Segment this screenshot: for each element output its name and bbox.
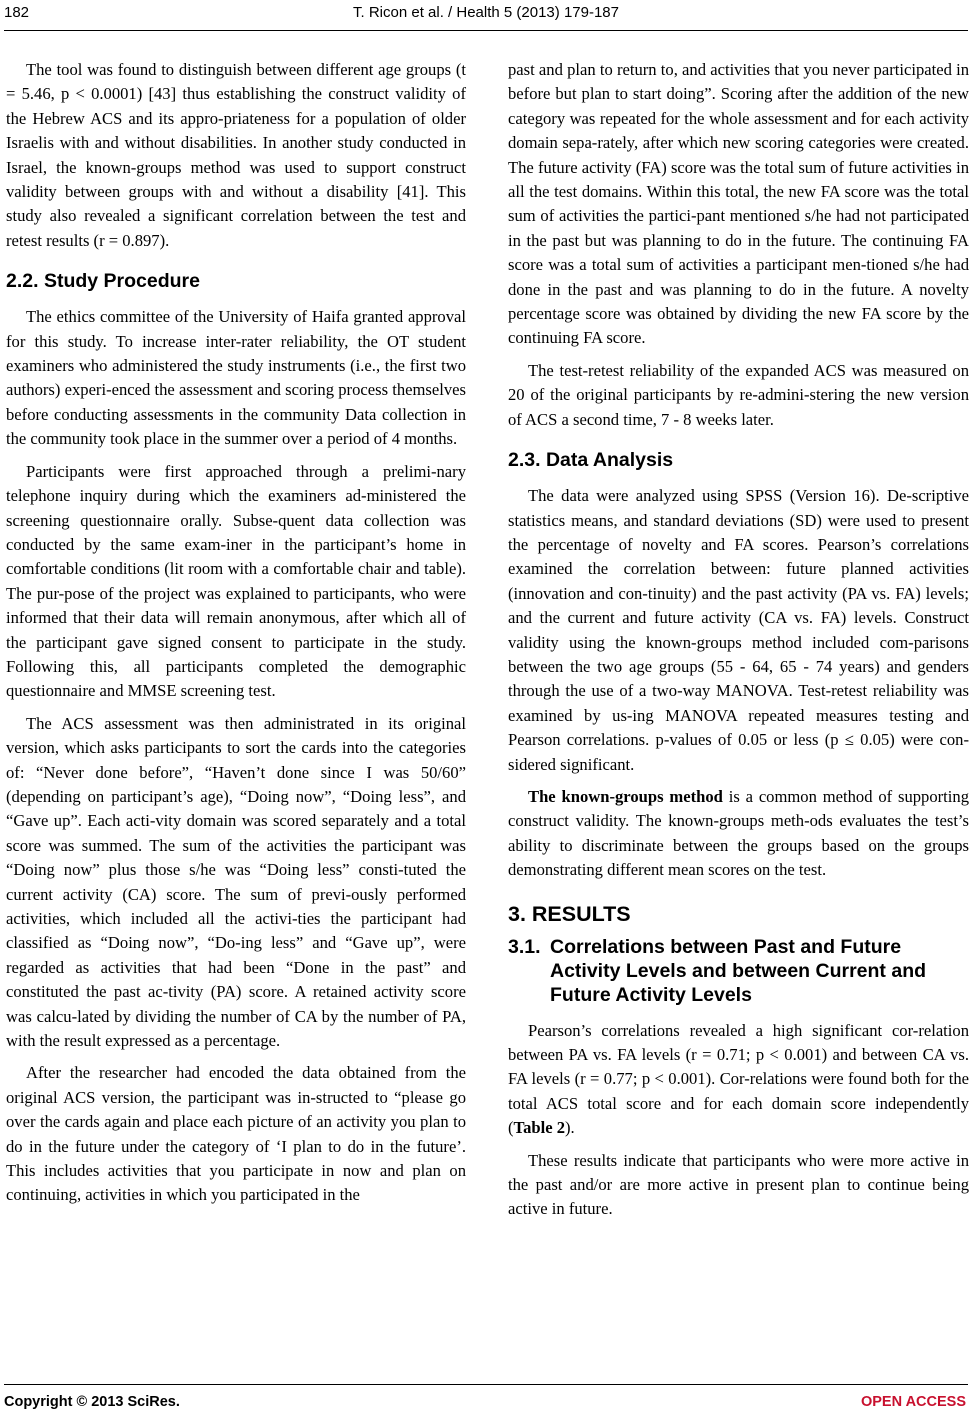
section-heading-3: 3. RESULTS [508,901,631,926]
paragraph: These results indicate that participants who were more active in the past and/or are more active in present plan to continue being active in future. [508,1150,969,1219]
right-column [508,58,969,1222]
footer-rule [4,1384,968,1385]
paragraph: The test-retest reliability of the expanded ACS was measured on 20 of the original participants by re-admini-stering the new version of ACS a second time, 7 - 8 weeks later. [508,360,969,429]
copyright-notice: Copyright © 2013 SciRes. [4,1394,180,1410]
subsection-number: 3.1. [508,935,541,958]
paragraph-text: is a common method of supporting construct validity. The known-groups meth-ods evaluates the test’s ability to discriminate between the groups based on the groups demonstrating different mean scores on the test. [508,786,969,880]
paragraph: The ethics committee of the University of Haifa granted approval for this study. To increase inter-rater reliability, the OT student examiners who administered the study instruments (i.e., the first two authors) experi-enced the assessment and scoring process themselves before conducting assessments in the community Data collection in the community took place in the summer over a period of 4 months. [6,307,466,449]
paragraph: After the researcher had encoded the data obtained from the original ACS version, the participant was in-structed to “please go over the cards again and place each picture of an activity you plan to do in the future under the category of ‘I plan to do in the future’. This includes activities that you participate in now and plan on continuing, activities in which you participated in the [6,1063,466,1205]
running-head: T. Ricon et al. / Health 5 (2013) 179-187 [353,4,619,21]
paragraph: The data were analyzed using SPSS (Version 16). De-scriptive statistics means, and standard deviations (SD) were used to present the percentage of novelty and FA scores. Pearson’s correlations examined the correlation between: future planned activities (innovation and con-tinuity) and the past activity (PA vs. FA) levels; and the current and future activity (CA vs. FA) levels. Construct validity using the known-groups method included com-parisons between the two age groups (55 - 64, 65 - 74 years) and genders through the use of a two-way MANOVA. Test-retest reliability was examined by us-ing MANOVA repeated measures testing and Pearson correlations. p-values of 0.05 or less (p ≤ 0.05) were con-sidered significant. [508,486,969,774]
paragraph: The ACS assessment was then administrated in its original version, which asks participants to sort the cards into the categories of: “Never done before”, “Haven’t done since I was 50/60” (depending on participant’s age), “Doing now”, “Doing less”, and “Gave up”. Each acti-vity domain was scored separately and a total score was summed. The sum of the activities the participant was “Doing now” plus those s/he was “Doing less” consti-tuted the current activity (CA) score. The sum of previ-ously performed activities, which included all the activi-ties the participant had classified as “Doing now”, “Do-ing less” and “Gave up”, were regarded as activities that had been “Done in the past” and constituted the past ac-tivity (PA) score. A retained activity score was calcu-lated by dividing the number of CA by the number of PA, with the result expressed as a percentage. [6,713,466,1051]
left-column [6,58,466,1208]
paragraph: past and plan to return to, and activities that you never participated in before but plan to start doing”. Scoring after the addition of the new category was repeated for the whole assessment and for each activity domain sepa-rately, after which new scoring categories were created. The future activity (FA) score was the total sum of future activities in all the test domains. Within this total, the new FA score was the total sum of activities the partici-pant mentioned s/he had not participated in the past but was planning to do in the future. The continuing FA score was a total sum of activities a participant men-tioned s/he had done in the past and was planning to do in the future. A novelty percentage score was obtained by dividing the new FA score by the continuing FA score. [508,60,969,348]
open-access-label: OPEN ACCESS [860,1394,966,1410]
bold-term: The known-groups method [528,786,723,806]
subsection-heading-3-1 [508,935,969,1007]
paragraph: Participants were first approached through a prelimi-nary telephone inquiry during which the examiners ad-ministered the screening questionnaire orally. Subse-quent data collection was conducted by the same exam-iner in the participant’s home in comfortable conditions (lit room with a comfortable chair and table). The pur-pose of the project was explained to participants, who were informed that their data will remain anonymous, after which all of the participant gave signed consent to participate in the study. Following this, all participants completed the demographic questionnaire and MMSE screening test. [6,461,466,701]
paragraph [508,1019,969,1141]
header-rule [4,30,968,31]
paragraph [508,785,969,883]
paragraph: The tool was found to distinguish between different age groups (t = 5.46, p < 0.0001) [43] thus establishing the construct validity of the Hebrew ACS and its appro-priateness for a population of older Israelis with and without disabilities. In another study conducted in Israel, the known-groups method was used to support construct validity between groups with and without a disability [41]. This study also revealed a significant correlation between the test and retest results (r = 0.897). [6,60,466,250]
table-reference-link[interactable]: Table 2 [513,1118,566,1138]
paragraph-text: Pearson’s correlations revealed a high significant cor-relation between PA vs. FA levels (r = 0.71; p < 0.001) and between CA vs. FA levels (r = 0.77; p < 0.001). Cor-relations were found both for the total ACS total score and for each domain score independently ( [508,1020,969,1138]
page-header [0,2,972,26]
paragraph-text: ). [565,1118,575,1138]
page-number: 182 [4,4,30,21]
section-heading-2-3: 2.3. Data Analysis [508,449,674,472]
subsection-title: Correlations between Past and Future Activity Levels and between Current and Future Activity Levels [550,935,927,1006]
section-heading-2-2: 2.2. Study Procedure [6,270,200,293]
